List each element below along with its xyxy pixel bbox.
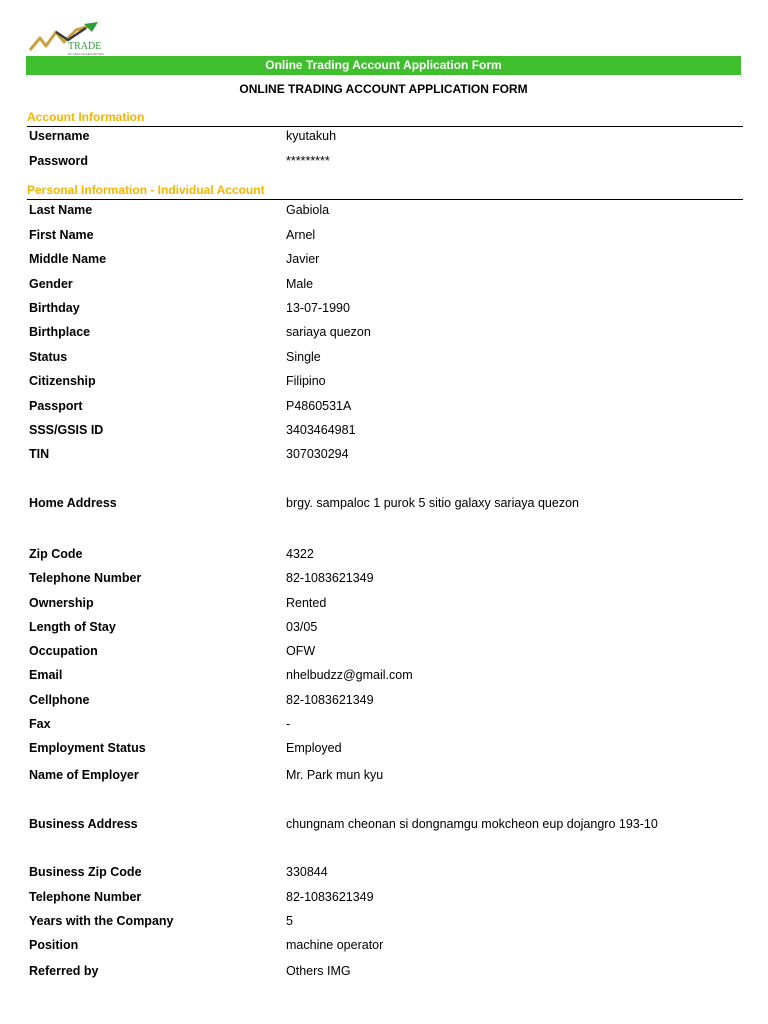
field-value: 307030294 <box>286 447 349 461</box>
field-label: Employment Status <box>29 741 146 755</box>
field-label: Name of Employer <box>29 768 139 782</box>
logo-subtext: BY ABACUS SECURITIES <box>68 52 104 56</box>
field-value: ********* <box>286 154 330 168</box>
field-value: 82-1083621349 <box>286 571 374 585</box>
field-label: SSS/GSIS ID <box>29 423 104 437</box>
field-label: Birthplace <box>29 325 91 339</box>
field-label: TIN <box>29 447 50 461</box>
field-value: 82-1083621349 <box>286 693 374 707</box>
field-label: Status <box>29 350 68 364</box>
field-label: Telephone Number <box>29 571 142 585</box>
field-value: sariaya quezon <box>286 325 371 339</box>
field-label: Birthday <box>29 301 80 315</box>
field-label: Position <box>29 938 79 952</box>
field-value: 5 <box>286 914 293 928</box>
field-value: Others IMG <box>286 964 351 978</box>
field-value: chungnam cheonan si dongnamgu mokcheon eup dojangro 193-10 <box>286 817 658 831</box>
field-label: Referred by <box>29 964 99 978</box>
field-label: Home Address <box>29 496 117 510</box>
field-label: Passport <box>29 399 83 413</box>
field-value: Rented <box>286 596 327 610</box>
field-label: Password <box>29 154 89 168</box>
logo-text: TRADE <box>68 41 102 52</box>
field-value: brgy. sampaloc 1 purok 5 sitio galaxy sariaya quezon <box>286 496 579 510</box>
field-value: - <box>286 717 291 731</box>
field-value: Employed <box>286 741 342 755</box>
field-label: Zip Code <box>29 547 83 561</box>
field-label: Business Address <box>29 817 138 831</box>
form-banner: Online Trading Account Application Form <box>26 56 741 75</box>
field-label: Ownership <box>29 596 94 610</box>
field-value: Arnel <box>286 228 316 242</box>
field-value: 82-1083621349 <box>286 890 374 904</box>
field-value: 03/05 <box>286 620 318 634</box>
field-label: Length of Stay <box>29 620 116 634</box>
field-label: Email <box>29 668 63 682</box>
field-label: Middle Name <box>29 252 107 266</box>
field-label: Last Name <box>29 203 93 217</box>
field-value: OFW <box>286 644 316 658</box>
field-label: Cellphone <box>29 693 90 707</box>
field-value: 330844 <box>286 865 328 879</box>
field-value: Javier <box>286 252 320 266</box>
field-label: Fax <box>29 717 51 731</box>
field-value: P4860531A <box>286 399 352 413</box>
field-value: Gabiola <box>286 203 330 217</box>
field-label: Gender <box>29 277 73 291</box>
field-value: kyutakuh <box>286 129 337 143</box>
section-personal-information: Personal Information - Individual Account <box>27 182 743 200</box>
field-label: Occupation <box>29 644 98 658</box>
field-value: nhelbudzz@gmail.com <box>286 668 413 682</box>
field-value: machine operator <box>286 938 384 952</box>
field-value: 13-07-1990 <box>286 301 350 315</box>
section-account-information: Account Information <box>27 109 743 127</box>
field-value: 3403464981 <box>286 423 356 437</box>
form-title: ONLINE TRADING ACCOUNT APPLICATION FORM <box>239 82 528 96</box>
field-label: Business Zip Code <box>29 865 142 879</box>
field-label: Telephone Number <box>29 890 142 904</box>
field-value: Single <box>286 350 321 364</box>
field-label: Years with the Company <box>29 914 174 928</box>
field-value: Mr. Park mun kyu <box>286 768 384 782</box>
field-value: Filipino <box>286 374 326 388</box>
field-label: First Name <box>29 228 94 242</box>
field-value: Male <box>286 277 314 291</box>
field-label: Username <box>29 129 90 143</box>
field-label: Citizenship <box>29 374 96 388</box>
company-logo <box>26 22 116 56</box>
field-value: 4322 <box>286 547 314 561</box>
